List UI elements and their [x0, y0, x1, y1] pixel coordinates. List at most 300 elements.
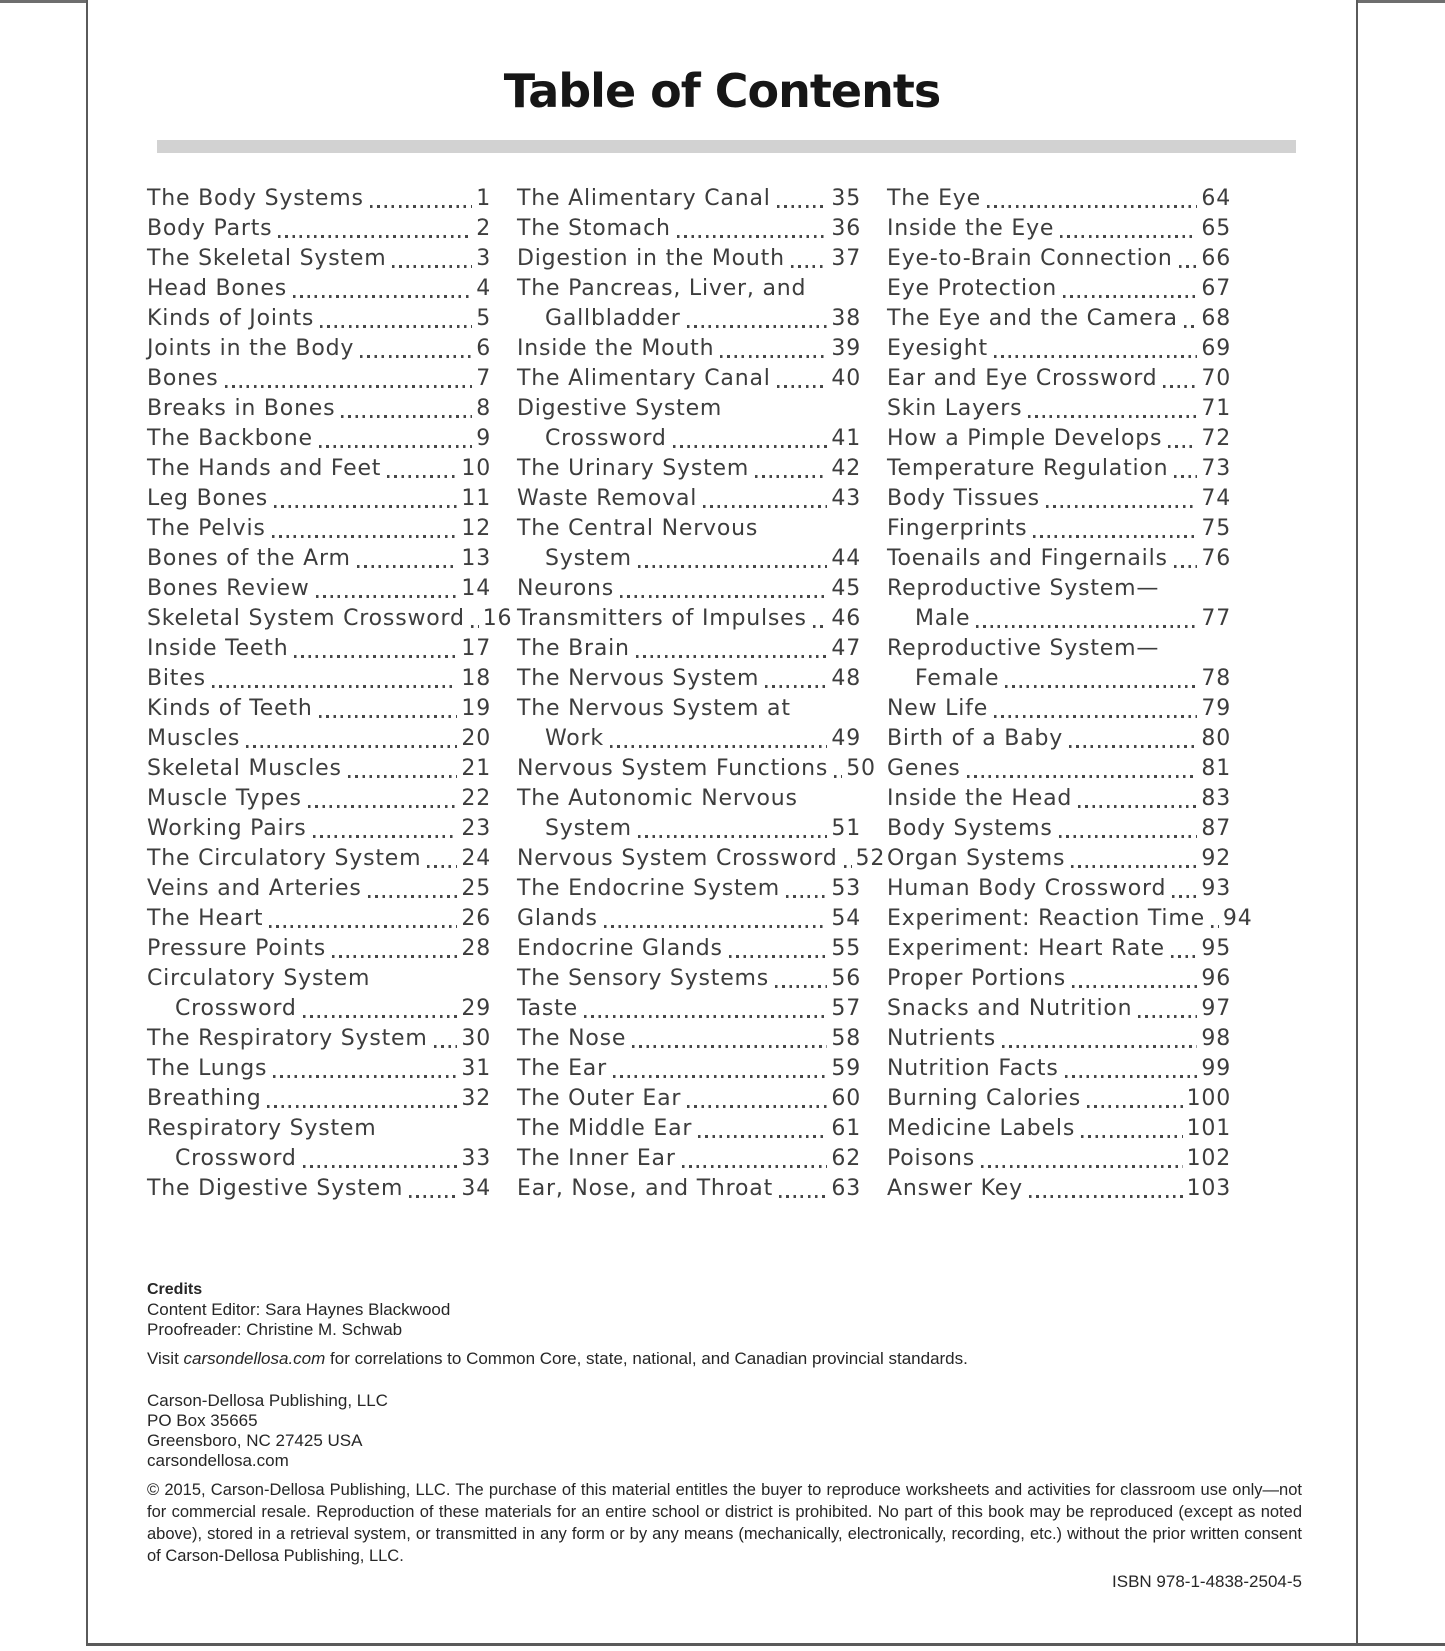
- toc-entry-title: The Ear: [517, 1056, 607, 1081]
- toc-entry: [517, 1144, 861, 1174]
- toc-entry: [517, 634, 861, 664]
- toc-leader-dots: [729, 955, 828, 958]
- toc-leader-dots: [1028, 415, 1197, 418]
- toc-leader-dots: [1184, 325, 1198, 328]
- toc-entry: [887, 844, 1231, 874]
- toc-entry: [517, 184, 861, 214]
- toc-entry: [517, 694, 861, 724]
- toc-entry: [147, 754, 491, 784]
- toc-leader-dots: [636, 655, 828, 658]
- toc-entry: [887, 514, 1231, 544]
- toc-page-number: 29: [461, 996, 491, 1021]
- toc-entry-title: The Eye and the Camera: [887, 306, 1178, 331]
- toc-page-number: 87: [1201, 816, 1231, 841]
- toc-entry-title: The Heart: [147, 906, 264, 931]
- toc-leader-dots: [1002, 1045, 1197, 1048]
- toc-entry-title: Bones Review: [147, 576, 310, 601]
- publisher-address: [147, 1391, 388, 1471]
- toc-leader-dots: [1046, 505, 1198, 508]
- toc-page-number: 1: [476, 186, 491, 211]
- toc-entry-title: Snacks and Nutrition: [887, 996, 1133, 1021]
- toc-leader-dots: [1029, 1195, 1183, 1198]
- toc-leader-dots: [775, 985, 827, 988]
- toc-entry: [887, 874, 1231, 904]
- toc-leader-dots: [994, 715, 1197, 718]
- toc-entry: [887, 574, 1231, 604]
- toc-entry: [147, 1174, 491, 1204]
- toc-leader-dots: [341, 415, 472, 418]
- toc-entry-title: Nutrition Facts: [887, 1056, 1059, 1081]
- toc-page-number: 80: [1201, 726, 1231, 751]
- toc-entry: [887, 334, 1231, 364]
- toc-entry-title: The Urinary System: [517, 456, 750, 481]
- toc-leader-dots: [294, 655, 457, 658]
- toc-entry-title: How a Pimple Develops: [887, 426, 1163, 451]
- publisher-address-line: carsondellosa.com: [147, 1451, 289, 1470]
- toc-entry-title: Crossword: [545, 426, 667, 451]
- toc-page-number: 42: [831, 456, 861, 481]
- credits-lines: [147, 1300, 450, 1340]
- toc-entry-title: New Life: [887, 696, 989, 721]
- toc-entry-title: Breathing: [147, 1086, 262, 1111]
- toc-entry: [517, 754, 876, 784]
- toc-leader-dots: [225, 385, 473, 388]
- toc-entry: [517, 724, 861, 754]
- toc-entry: [517, 364, 861, 394]
- toc-page-number: 103: [1186, 1176, 1231, 1201]
- page-title: Table of Contents: [503, 64, 941, 118]
- standards-note: [147, 1349, 968, 1369]
- toc-entry-title: Ear and Eye Crossword: [887, 366, 1158, 391]
- toc-leader-dots: [246, 745, 457, 748]
- toc-page-number: 95: [1201, 936, 1231, 961]
- toc-leader-dots: [471, 625, 479, 628]
- toc-entry: [147, 1054, 491, 1084]
- toc-page-number: 63: [831, 1176, 861, 1201]
- toc-entry: [887, 484, 1231, 514]
- toc-entry: [887, 1054, 1231, 1084]
- toc-entry-title: Answer Key: [887, 1176, 1023, 1201]
- toc-entry: [517, 1024, 861, 1054]
- toc-entry-title: Skeletal System Crossword: [147, 606, 465, 631]
- toc-page-number: 11: [461, 486, 491, 511]
- toc-leader-dots: [370, 205, 472, 208]
- toc-entry-title: The Circulatory System: [147, 846, 422, 871]
- credits-line: Proofreader: Christine M. Schwab: [147, 1320, 403, 1339]
- toc-page-number: 53: [831, 876, 861, 901]
- toc-entry: [147, 334, 491, 364]
- toc-entry: [887, 724, 1231, 754]
- toc-entry: [887, 364, 1231, 394]
- toc-entry-title: Kinds of Joints: [147, 306, 315, 331]
- toc-page-number: 47: [831, 636, 861, 661]
- toc-leader-dots: [332, 955, 457, 958]
- toc-page-number: 101: [1186, 1116, 1231, 1141]
- toc-page-number: 61: [831, 1116, 861, 1141]
- toc-leader-dots: [610, 745, 827, 748]
- toc-column-3: [887, 184, 1253, 1204]
- isbn: ISBN 978-1-4838-2504-5: [1112, 1572, 1302, 1591]
- toc-entry: [517, 814, 861, 844]
- toc-leader-dots: [303, 1165, 458, 1168]
- toc-page-number: 34: [461, 1176, 491, 1201]
- toc-leader-dots: [791, 265, 828, 268]
- toc-entry: [887, 214, 1231, 244]
- toc-leader-dots: [212, 685, 458, 688]
- toc-page-number: 69: [1201, 336, 1231, 361]
- toc-entry-title: The Eye: [887, 186, 981, 211]
- toc-entry-title: The Nervous System at: [517, 696, 791, 721]
- toc-entry-title: The Brain: [517, 636, 630, 661]
- toc-entry-title: Nutrients: [887, 1026, 996, 1051]
- toc-leader-dots: [834, 775, 842, 778]
- toc-entry: [517, 1174, 861, 1204]
- toc-page-number: 30: [461, 1026, 491, 1051]
- toc-leader-dots: [274, 505, 457, 508]
- toc-entry: [887, 634, 1231, 664]
- toc-page-number: 96: [1201, 966, 1231, 991]
- toc-entry: [517, 904, 861, 934]
- toc-leader-dots: [319, 715, 458, 718]
- toc-page-number: 12: [461, 516, 491, 541]
- toc-entry: [147, 844, 491, 874]
- toc-entry: [517, 844, 886, 874]
- toc-page-number: 46: [831, 606, 861, 631]
- toc-entry: [147, 424, 491, 454]
- publisher-address-line: Greensboro, NC 27425 USA: [147, 1431, 363, 1450]
- toc-entry: [887, 934, 1231, 964]
- toc-entry-title: System: [545, 546, 632, 571]
- toc-entry-title: Bites: [147, 666, 206, 691]
- toc-entry: [147, 634, 491, 664]
- toc-page-number: 38: [831, 306, 861, 331]
- toc-entry: [517, 784, 861, 814]
- toc-entry-title: Medicine Labels: [887, 1116, 1076, 1141]
- toc-page-number: 100: [1186, 1086, 1231, 1111]
- toc-entry-title: Ear, Nose, and Throat: [517, 1176, 774, 1201]
- toc-leader-dots: [387, 475, 457, 478]
- toc-page-number: 45: [831, 576, 861, 601]
- toc-leader-dots: [1174, 475, 1197, 478]
- toc-leader-dots: [357, 565, 458, 568]
- toc-entry: [147, 274, 491, 304]
- toc-entry-title: Temperature Regulation: [887, 456, 1169, 481]
- toc-page-number: 68: [1201, 306, 1231, 331]
- toc-leader-dots: [1138, 1015, 1197, 1018]
- toc-entry-title: Bones: [147, 366, 219, 391]
- toc-entry-title: Human Body Crossword: [887, 876, 1167, 901]
- toc-entry: [147, 1084, 491, 1114]
- toc-leader-dots: [1211, 925, 1219, 928]
- toc-entry-title: The Respiratory System: [147, 1026, 428, 1051]
- toc-page-number: 67: [1201, 276, 1231, 301]
- toc-page-number: 58: [831, 1026, 861, 1051]
- toc-entry: [147, 454, 491, 484]
- toc-entry-title: Organ Systems: [887, 846, 1066, 871]
- toc-page-number: 31: [461, 1056, 491, 1081]
- toc-leader-dots: [813, 625, 828, 628]
- toc-entry: [147, 724, 491, 754]
- toc-leader-dots: [967, 775, 1198, 778]
- toc-leader-dots: [677, 235, 828, 238]
- toc-page-number: 59: [831, 1056, 861, 1081]
- toc-entry-title: The Pelvis: [147, 516, 266, 541]
- toc-entry-title: Reproductive System—: [887, 636, 1160, 661]
- toc-leader-dots: [1172, 895, 1197, 898]
- toc-leader-dots: [720, 355, 827, 358]
- toc-page-number: 70: [1201, 366, 1231, 391]
- toc-leader-dots: [368, 895, 458, 898]
- toc-entry-title: Female: [915, 666, 1000, 691]
- toc-leader-dots: [620, 595, 827, 598]
- toc-page-number: 56: [831, 966, 861, 991]
- toc-leader-dots: [434, 1045, 458, 1048]
- toc-column-2: [517, 184, 886, 1204]
- toc-page-number: 48: [831, 666, 861, 691]
- toc-entry-title: Digestion in the Mouth: [517, 246, 785, 271]
- toc-page-number: 37: [831, 246, 861, 271]
- toc-page-number: 9: [476, 426, 491, 451]
- toc-leader-dots: [1163, 385, 1197, 388]
- toc-entry: [147, 964, 491, 994]
- toc-leader-dots: [316, 595, 458, 598]
- toc-page-number: 78: [1201, 666, 1231, 691]
- toc-entry-title: The Pancreas, Liver, and: [517, 276, 807, 301]
- toc-leader-dots: [698, 1135, 827, 1138]
- toc-page-number: 81: [1201, 756, 1231, 781]
- toc-page-number: 3: [476, 246, 491, 271]
- toc-entry: [517, 394, 861, 424]
- toc-entry-title: Muscles: [147, 726, 241, 751]
- toc-page-number: 62: [831, 1146, 861, 1171]
- toc-page-number: 66: [1201, 246, 1231, 271]
- toc-entry-title: Gallbladder: [545, 306, 681, 331]
- toc-entry-title: Inside Teeth: [147, 636, 289, 661]
- toc-entry: [147, 484, 491, 514]
- toc-entry: [147, 814, 491, 844]
- toc-entry: [147, 664, 491, 694]
- toc-entry: [147, 514, 491, 544]
- toc-entry: [147, 214, 491, 244]
- toc-entry-title: Transmitters of Impulses: [517, 606, 807, 631]
- toc-entry-title: The Endocrine System: [517, 876, 780, 901]
- toc-entry: [517, 604, 861, 634]
- toc-leader-dots: [1063, 295, 1197, 298]
- toc-entry: [147, 1114, 491, 1144]
- toc-entry-title: Leg Bones: [147, 486, 269, 511]
- toc-leader-dots: [1179, 265, 1198, 268]
- credits-line: Content Editor: Sara Haynes Blackwood: [147, 1300, 451, 1319]
- toc-page-number: 5: [476, 306, 491, 331]
- toc-entry: [887, 814, 1231, 844]
- toc-leader-dots: [273, 1075, 457, 1078]
- toc-leader-dots: [308, 805, 458, 808]
- toc-entry-title: Toenails and Fingernails: [887, 546, 1168, 571]
- toc-entry: [887, 604, 1231, 634]
- toc-leader-dots: [348, 775, 458, 778]
- toc-column-1: [147, 184, 513, 1204]
- toc-leader-dots: [632, 1045, 827, 1048]
- toc-entry: [887, 184, 1231, 214]
- toc-entry-title: Working Pairs: [147, 816, 307, 841]
- toc-entry: [147, 1024, 491, 1054]
- toc-entry-title: Inside the Mouth: [517, 336, 715, 361]
- toc-page-number: 60: [831, 1086, 861, 1111]
- toc-leader-dots: [777, 385, 828, 388]
- toc-entry: [887, 1174, 1231, 1204]
- toc-leader-dots: [269, 925, 457, 928]
- table-of-contents: [147, 184, 1253, 1204]
- toc-leader-dots: [786, 895, 827, 898]
- toc-leader-dots: [755, 475, 827, 478]
- toc-entry-title: The Skeletal System: [147, 246, 387, 271]
- toc-page-number: 54: [831, 906, 861, 931]
- toc-entry-title: The Lungs: [147, 1056, 268, 1081]
- toc-leader-dots: [313, 835, 458, 838]
- toc-page-number: 51: [831, 816, 861, 841]
- toc-page-number: 50: [846, 756, 876, 781]
- toc-page-number: 40: [831, 366, 861, 391]
- toc-leader-dots: [1174, 565, 1198, 568]
- toc-page-number: 74: [1201, 486, 1231, 511]
- toc-entry: [517, 304, 861, 334]
- toc-leader-dots: [682, 1165, 828, 1168]
- toc-page-number: 20: [461, 726, 491, 751]
- toc-leader-dots: [360, 355, 472, 358]
- toc-page-number: 65: [1201, 216, 1231, 241]
- toc-entry: [887, 1144, 1231, 1174]
- toc-entry-title: Poisons: [887, 1146, 975, 1171]
- toc-entry-title: Crossword: [175, 1146, 297, 1171]
- toc-entry-title: Experiment: Heart Rate: [887, 936, 1165, 961]
- standards-note-prefix: Visit: [147, 1349, 184, 1368]
- toc-entry: [147, 934, 491, 964]
- toc-entry-title: Nervous System Functions: [517, 756, 829, 781]
- toc-leader-dots: [1005, 685, 1197, 688]
- toc-page-number: 102: [1186, 1146, 1231, 1171]
- toc-leader-dots: [1087, 1105, 1183, 1108]
- toc-leader-dots: [272, 535, 458, 538]
- toc-page-number: 4: [476, 276, 491, 301]
- toc-leader-dots: [687, 325, 828, 328]
- toc-page-number: 14: [461, 576, 491, 601]
- toc-entry: [517, 424, 861, 454]
- toc-page-number: 26: [461, 906, 491, 931]
- toc-entry-title: The Alimentary Canal: [517, 366, 771, 391]
- toc-entry: [147, 994, 491, 1024]
- toc-entry: [517, 484, 861, 514]
- toc-entry-title: Work: [545, 726, 604, 751]
- toc-page-number: 41: [831, 426, 861, 451]
- credits-heading: Credits: [147, 1281, 203, 1298]
- toc-leader-dots: [1060, 235, 1197, 238]
- toc-page-number: 94: [1222, 906, 1253, 931]
- toc-entry-title: Neurons: [517, 576, 614, 601]
- toc-entry: [517, 664, 861, 694]
- toc-page-number: 76: [1201, 546, 1231, 571]
- toc-entry-title: Experiment: Reaction Time: [887, 906, 1205, 931]
- toc-entry: [517, 454, 861, 484]
- toc-entry: [887, 754, 1231, 784]
- toc-leader-dots: [409, 1195, 457, 1198]
- toc-leader-dots: [1071, 865, 1197, 868]
- toc-entry-title: Skin Layers: [887, 396, 1023, 421]
- toc-entry-title: Body Parts: [147, 216, 273, 241]
- toc-entry-title: Male: [915, 606, 971, 631]
- toc-entry: [517, 574, 861, 604]
- toc-entry-title: Respiratory System: [147, 1116, 377, 1141]
- toc-entry: [147, 304, 491, 334]
- toc-page-number: 36: [831, 216, 861, 241]
- toc-entry: [887, 394, 1231, 424]
- toc-entry: [147, 394, 491, 424]
- toc-entry: [887, 994, 1231, 1024]
- toc-entry: [517, 514, 861, 544]
- toc-page-number: 64: [1201, 186, 1231, 211]
- toc-leader-dots: [303, 1015, 458, 1018]
- toc-entry: [147, 874, 491, 904]
- toc-entry-title: Eye-to-Brain Connection: [887, 246, 1173, 271]
- toc-leader-dots: [981, 1165, 1183, 1168]
- toc-entry: [517, 1114, 861, 1144]
- toc-leader-dots: [1072, 985, 1197, 988]
- toc-leader-dots: [638, 835, 828, 838]
- toc-leader-dots: [267, 1105, 457, 1108]
- toc-leader-dots: [1059, 835, 1198, 838]
- toc-leader-dots: [1033, 535, 1197, 538]
- toc-page-number: 79: [1201, 696, 1231, 721]
- toc-entry: [147, 184, 491, 214]
- toc-leader-dots: [1069, 745, 1197, 748]
- toc-leader-dots: [1065, 1075, 1198, 1078]
- toc-entry-title: Inside the Eye: [887, 216, 1055, 241]
- toc-page-number: 17: [461, 636, 491, 661]
- toc-entry: [517, 874, 861, 904]
- toc-entry-title: Inside the Head: [887, 786, 1073, 811]
- toc-leader-dots: [584, 1015, 827, 1018]
- toc-entry-title: The Backbone: [147, 426, 313, 451]
- toc-entry: [517, 1084, 861, 1114]
- toc-entry: [887, 964, 1231, 994]
- toc-entry-title: The Alimentary Canal: [517, 186, 771, 211]
- toc-entry-title: Body Tissues: [887, 486, 1040, 511]
- toc-page-number: 97: [1201, 996, 1231, 1021]
- toc-page-number: 13: [461, 546, 491, 571]
- toc-page-number: 93: [1201, 876, 1231, 901]
- toc-entry-title: Muscle Types: [147, 786, 302, 811]
- toc-entry: [517, 1054, 861, 1084]
- toc-entry: [147, 784, 491, 814]
- toc-leader-dots: [604, 925, 828, 928]
- toc-leader-dots: [687, 1105, 827, 1108]
- toc-entry-title: The Nervous System: [517, 666, 760, 691]
- toc-page-number: 18: [461, 666, 491, 691]
- toc-entry-title: Eyesight: [887, 336, 988, 361]
- toc-entry-title: Circulatory System: [147, 966, 371, 991]
- toc-leader-dots: [703, 505, 827, 508]
- toc-entry-title: Taste: [517, 996, 578, 1021]
- toc-entry-title: The Digestive System: [147, 1176, 404, 1201]
- credits-section: [147, 1280, 450, 1340]
- toc-entry-title: Fingerprints: [887, 516, 1028, 541]
- toc-leader-dots: [976, 625, 1197, 628]
- toc-leader-dots: [673, 445, 828, 448]
- toc-entry-title: Burning Calories: [887, 1086, 1082, 1111]
- toc-entry-title: Skeletal Muscles: [147, 756, 342, 781]
- toc-entry-title: Glands: [517, 906, 598, 931]
- publisher-website-link: carsondellosa.com: [183, 1349, 326, 1368]
- toc-entry: [517, 214, 861, 244]
